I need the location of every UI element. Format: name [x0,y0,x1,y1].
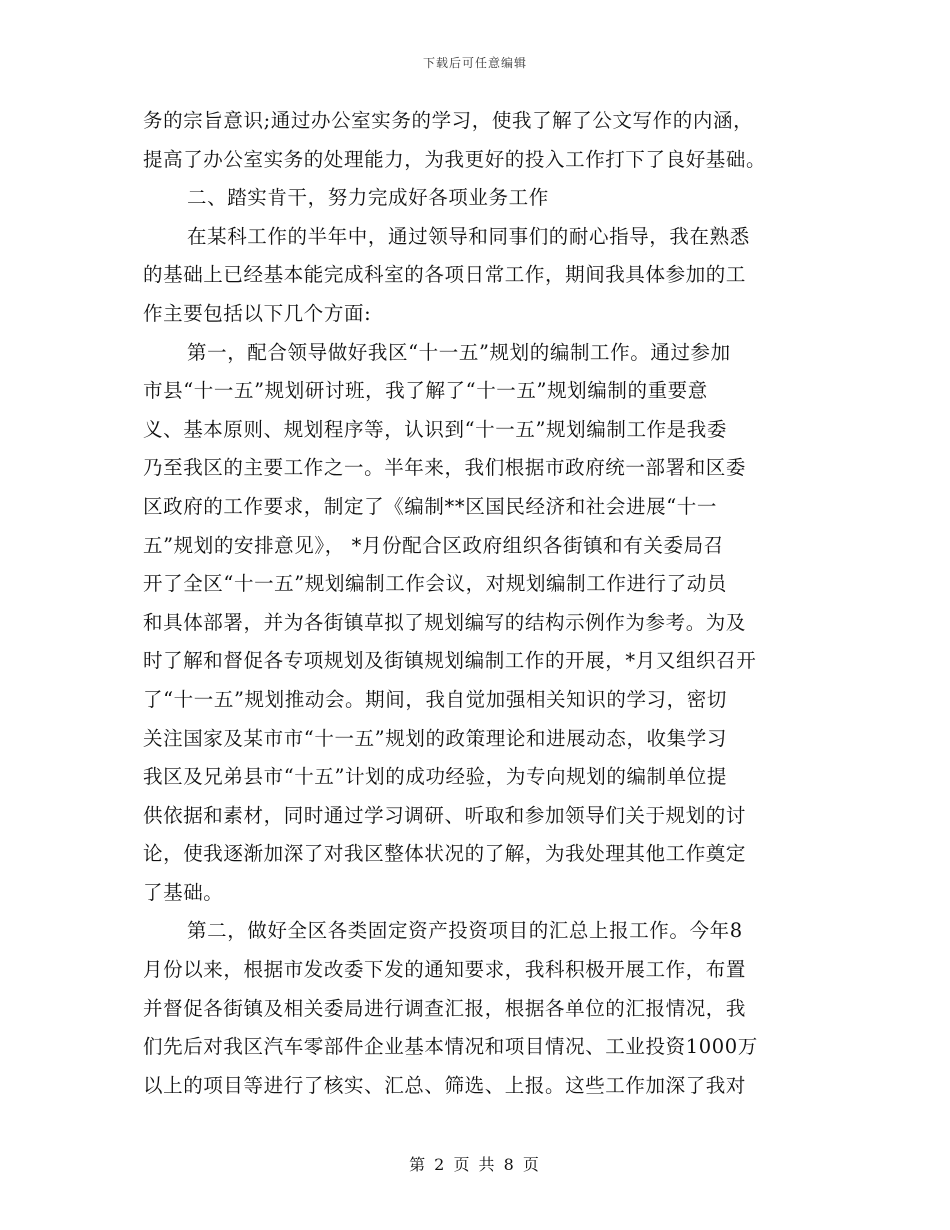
document-body [143,102,803,1105]
text-line: 义、基本原则、规划程序等，认识到“十一五”规划编制工作是我委 [143,417,727,441]
text-line: 关注国家及某市市“十一五”规划的政策理论和进展动态，收集学习 [143,726,727,750]
text-line: 五”规划的安排意见》， *月份配合区政府组织各街镇和有关委局召 [143,533,724,557]
text-line: 论，使我逐渐加深了对我区整体状况的了解，为我处理其他工作奠定 [143,842,747,866]
text-line: 作主要包括以下几个方面: [143,301,372,325]
text-line: 供依据和素材，同时通过学习调研、听取和参加领导们关于规划的讨 [143,803,747,827]
page-footer: 第 2 页 共 8 页 [409,1155,541,1174]
text-line: 并督促各街镇及相关委局进行调查汇报，根据各单位的汇报情况，我 [143,996,747,1020]
text-line: 二、踏实肯干，努力完成好各项业务工作 [187,186,549,210]
text-line: 提高了办公室实务的处理能力，为我更好的投入工作打下了良好基础。 [143,147,767,171]
text-line: 区政府的工作要求，制定了《编制**区国民经济和社会进展“十一 [143,494,717,518]
text-line: 们先后对我区汽车零部件企业基本情况和项目情况、工业投资1000万 [143,1035,758,1059]
text-line: 月份以来，根据市发改委下发的通知要求，我科积极开展工作，布置 [143,958,747,982]
text-line: 市县“十一五”规划研讨班，我了解了“十一五”规划编制的重要意 [143,379,708,403]
text-line: 和具体部署，并为各街镇草拟了规划编写的结构示例作为参考。为及 [143,610,747,634]
text-line: 时了解和督促各专项规划及街镇规划编制工作的开展，*月又组织召开 [143,649,757,673]
text-line: 在某科工作的半年中，通过领导和同事们的耐心指导，我在熟悉 [187,224,750,248]
text-line: 开了全区“十一五”规划编制工作会议，对规划编制工作进行了动员 [143,572,727,596]
text-line: 第二，做好全区各类固定资产投资项目的汇总上报工作。今年8 [187,919,743,943]
text-line: 第一，配合领导做好我区“十一五”规划的编制工作。通过参加 [187,340,731,364]
text-line: 我区及兄弟县市“十五”计划的成功经验，为专向规划的编制单位提 [143,765,727,789]
text-line: 乃至我区的主要工作之一。半年来，我们根据市政府统一部署和区委 [143,456,747,480]
text-line: 了“十一五”规划推动会。期间，我自觉加强相关知识的学习，密切 [143,687,727,711]
page-header: 下载后可任意编辑 [422,56,527,70]
text-line: 了基础。 [143,880,224,904]
text-line: 的基础上已经基本能完成科室的各项日常工作，期间我具体参加的工 [143,263,747,287]
text-line: 务的宗旨意识;通过办公室实务的学习，使我了解了公文写作的内涵， [143,109,754,132]
text-line: 以上的项目等进行了核实、汇总、筛选、上报。这些工作加深了我对 [143,1073,747,1097]
